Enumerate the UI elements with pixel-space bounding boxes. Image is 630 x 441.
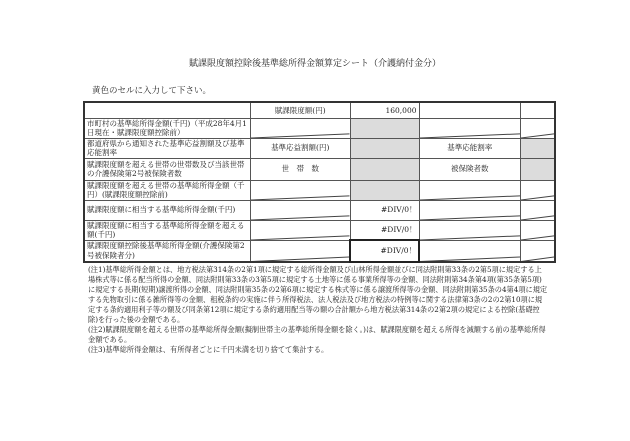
header-cell: 被保険者数	[419, 158, 521, 180]
diagonal-line	[251, 221, 350, 240]
table-row	[84, 240, 555, 262]
disabled-cell	[521, 118, 556, 138]
table-row	[84, 220, 555, 240]
table-row	[84, 138, 555, 158]
row-label: 市町村の基準総所得金額(千円)（平成28年4月1日現在・賦課限度額控除前）	[84, 118, 251, 138]
diagonal-line	[420, 221, 521, 240]
instruction-text: 黄色のセルに入力して下さい。	[92, 86, 212, 96]
disabled-cell	[419, 220, 521, 240]
row-label	[84, 102, 251, 118]
disabled-cell	[251, 240, 351, 262]
input-cell[interactable]	[350, 138, 419, 158]
disabled-cell	[521, 180, 556, 200]
table-row	[84, 180, 555, 200]
disabled-cell	[521, 200, 556, 220]
disabled-cell	[251, 220, 351, 240]
row-label: 賦課限度額を超える世帯の基準総所得金額（千円）(賦課限度額控除前)	[84, 180, 251, 200]
diagonal-line	[251, 119, 350, 138]
header-cell: 賦課限度額(円)	[251, 102, 351, 118]
disabled-cell	[419, 118, 521, 138]
diagonal-line	[521, 241, 554, 262]
header-cell: 基準応益割額(円)	[251, 138, 351, 158]
blank-cell[interactable]	[521, 102, 556, 118]
table-row	[84, 118, 555, 138]
row-label: 賦課限度額に相当する基準総所得金額(千円)	[84, 200, 251, 220]
notes	[88, 265, 548, 355]
disabled-cell	[251, 180, 351, 200]
disabled-cell	[419, 240, 521, 262]
disabled-cell	[251, 200, 351, 220]
header-cell: 基準応能割率	[419, 138, 521, 158]
disabled-cell	[251, 118, 351, 138]
note-2: (注2)賦課限度額を超える世帯の基準総所得金額(擬制世帯主の基準総所得金額を除く。)は、賦課限度額を超える所得を減額する前の基準総所得金額である。	[88, 325, 546, 344]
row-label: 賦課限度額を超える世帯の世帯数及び当該世帯の介護保険第2号被保険者数	[84, 158, 251, 180]
diagonal-line	[251, 201, 350, 220]
note-1: (注1)基準総所得金額とは、地方税法第314条の2第1項に規定する総所得金額及び山林所得金額並びに同法附則第33条の2第5項に規定する上場株式等に係る配当所得の金額、同法附則第33条の3第5項に規定する土地等に係る事業所得等の金額、同法附則第34条第4項(第35条第5項)に規定する長期(短期)譲渡所得の金額、同法附則第35条の2第6項に規定する株式等に係る譲渡所得等の金額、同法附則第35条の4第4項に規定する先物取引に係る雑所得等の金額、租税条約の実施に伴う所得税法、法人税法及び地方税法の特例等に関する法律第3条の2の2第10項に規定する条約適用利子等の額及び同条第12項に規定する条約適用配当等の額の合計額から地方税法第314条の2第2項の規定による控除(基礎控除)を行った後の金額である。	[88, 265, 548, 324]
value-cell: #DIV/0！	[350, 200, 419, 220]
table-row	[84, 102, 555, 118]
diagonal-line	[420, 119, 521, 138]
table-row	[84, 200, 555, 220]
disabled-cell	[521, 220, 556, 240]
row-label: 賦課限度額に相当する基準総所得金額を超える額(千円)	[84, 220, 251, 240]
row-label: 都道府県から通知された基準応益割額及び基準応能割率	[84, 138, 251, 158]
page-title: 賦課限度額控除後基準総所得金額算定シート（介護納付金分）	[188, 59, 441, 69]
input-cell[interactable]	[350, 158, 419, 180]
diagonal-line	[521, 119, 554, 138]
diagonal-line	[521, 181, 554, 200]
table-row	[84, 158, 555, 180]
diagonal-line	[251, 241, 349, 262]
value-cell: 160,000	[350, 102, 419, 118]
row-label: 賦課限度額控除後基準総所得金額(介護保険第2号被保険者分)	[84, 240, 251, 262]
input-cell[interactable]	[350, 180, 419, 200]
input-cell[interactable]	[350, 118, 419, 138]
calc-table	[83, 101, 556, 263]
diagonal-line	[251, 181, 350, 200]
disabled-cell	[419, 200, 521, 220]
value-cell: #DIV/0！	[350, 240, 419, 262]
diagonal-line	[420, 201, 521, 220]
input-cell[interactable]	[521, 158, 556, 180]
diagonal-line	[420, 181, 521, 200]
diagonal-line	[521, 201, 554, 220]
disabled-cell	[521, 240, 556, 262]
diagonal-line	[420, 241, 520, 262]
diagonal-line	[521, 221, 554, 240]
input-cell[interactable]	[521, 138, 556, 158]
header-cell: 世 帯 数	[251, 158, 351, 180]
note-3: (注3)基準総所得金額は、有所得者ごとに千円未満を切り捨てて集計する。	[88, 345, 329, 354]
disabled-cell	[419, 180, 521, 200]
blank-cell[interactable]	[419, 102, 521, 118]
value-cell: #DIV/0！	[350, 220, 419, 240]
